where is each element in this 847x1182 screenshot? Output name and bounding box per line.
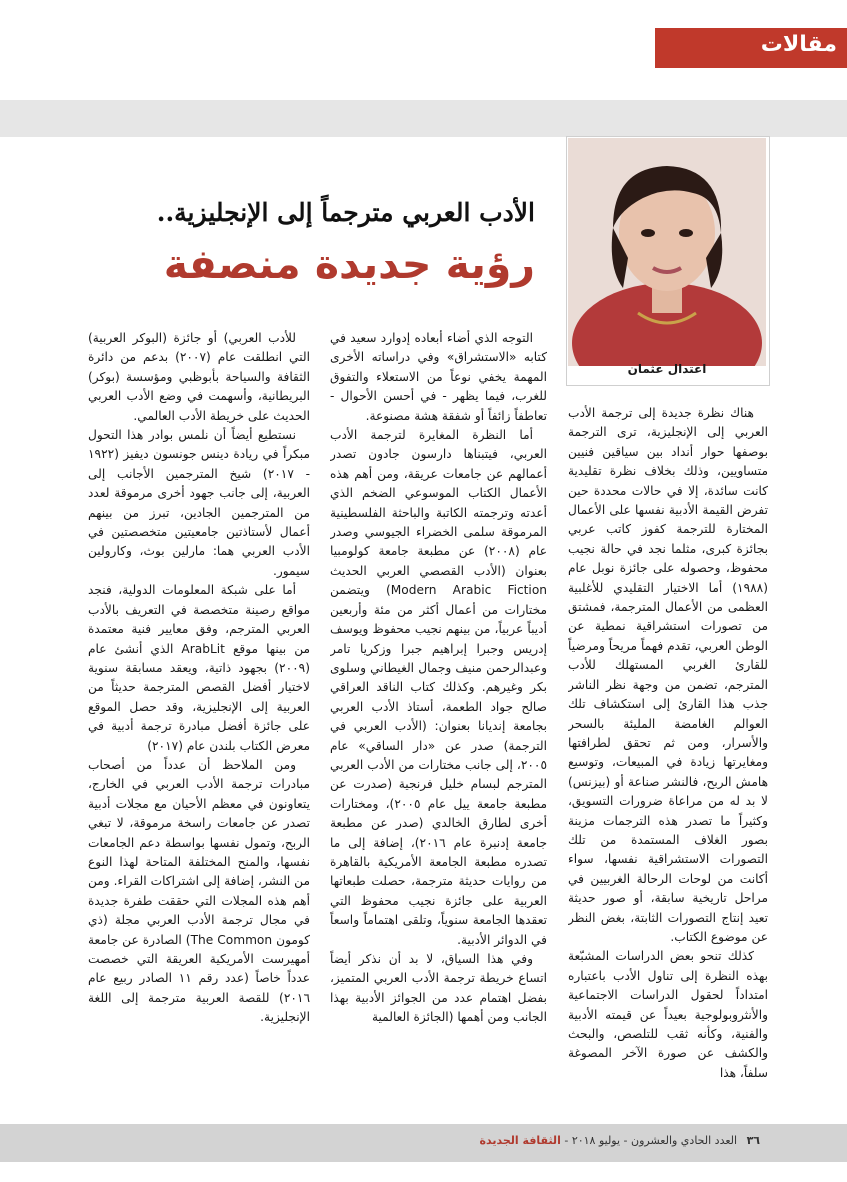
section-label: مقالات: [760, 32, 837, 57]
paragraph: كذلك تنحو بعض الدراسات المشبّعة بهذه النظرة إلى تناول الأدب باعتباره امتداداً لحقول الدراسات الاجتماعية والأنثروبولوجية بعيداً عن قيمته الأدبية والفنية، وكأنه ثقب للتلصص، والبحث والكشف عن صورة الآخر المصوغة سلفاً، هذا: [568, 949, 768, 1080]
page-footer: [0, 1124, 847, 1162]
paragraph: أما على شبكة المعلومات الدولية، فنجد مواقع رصينة متخصصة في التعريف بالأدب العربي المترجم، وفق معايير فنية معتمدة من بينها موقع ArabLit الذي أنشئ عام (٢٠٠٩) بجهود ذاتية، ويعقد مسابقة سنوية لاختيار أفضل القصص المترجمة حديثاً من العربية إلى الإنجليزية، وقد حصل الموقع على جائزة أفضل مبادرة ترجمة أدبية في معرض الكتاب بلندن عام (٢٠١٧): [88, 583, 310, 753]
column-right: [568, 404, 768, 1106]
author-caption: اعتدال عثمان: [627, 362, 707, 376]
section-tab: [655, 28, 847, 68]
column-middle: [330, 329, 547, 1104]
column-left: [88, 329, 310, 1104]
paragraph: أما النظرة المغايرة لترجمة الأدب العربي، فيتبناها دارسون جادون تصدر أعمالهم عن جامعات عريقة، ومن أهم هذه الأعمال الكتاب الموسوعي الضخم الذي أعدته وترجمته الكاتبة والباحثة الفلسطينية المرموقة سلمى الخضراء الجيوسي وصدر عام (٢٠٠٨) عن مطبعة جامعة كولومبيا بعنوان (الأدب القصصي العربي الحديث Modern Arabic Fiction) ويتضمن مختارات من أعمال أكثر من مئة وأربعين أديباً عربياً، من بينهم نجيب محفوظ ويوسف إدريس وجبرا إبراهيم جبرا وزكريا تامر وعبدالرحمن منيف وجمال الغيطاني وسلوى بكر وغيرهم. وكذلك كتاب الناقد العراقي صالح جواد الطعمة، أستاذ الأدب العربي بجامعة إنديانا بعنوان: (الأدب العربي في الترجمة) صدر عن «دار الساقي» عام ٢٠٠٥، إلى جانب مختارات من الأدب العربي المترجم لبسام خليل فرنجية (صدرت عن مطبعة جامعة ييل عام ٢٠٠٥)، ومختارات أخرى لطارق الخالدي (صدر عن مطبعة جامعة إدنبرة عام ٢٠١٦)، إضافة إلى ما تصدره مطبعة الجامعة الأمريكية بالقاهرة من روايات حديثة مترجمة، حصلت طبعاتها العربية على جائزة نجيب محفوظ التي تعقدها الجامعة سنوياً، وتلقى اهتماماً واسعاً في الدوائر الأدبية.: [330, 428, 547, 947]
header-band: [0, 100, 847, 137]
issue-info: العدد الحادي والعشرون - يوليو ٢٠١٨ -: [564, 1134, 738, 1147]
paragraph: نستطيع أيضاً أن نلمس بوادر هذا التحول مبكراً في ريادة دينس جونسون ديفيز (١٩٢٢ - ٢٠١٧) شيخ المترجمين الأجانب إلى العربية، إلى جانب جهود أخرى مرموقة لعدد من المترجمين الجادين، تبرز من بينهم أعمال لأستاذتين جامعيتين متخصصتين في الأدب العربي هما: مارلين بوث، وكارولين سيمور.: [88, 428, 310, 578]
paragraph: هناك نظرة جديدة إلى ترجمة الأدب العربي إلى الإنجليزية، ترى الترجمة بوصفها حوار أنداد بين سياقين فنيين متساويين، وذلك بخلاف نظرة تقليدية كانت سائدة، إلا في حالات محددة حين تفرض القيمة الأدبية نفسها على الأعمال المختارة للترجمة كفوز كاتب عربي بجائزة كبرى، مثلما نجد في حالة نجيب محفوظ، وحصوله على جائزة نوبل عام (١٩٨٨) أما الاختيار التقليدي للأغلبية العظمى من الأعمال المترجمة، فمشتق من تصورات استشراقية نمطية عن الوطن العربي، تقدم فهماً مريحاً ومرضياً للقارئ الغربي المستهلك للأدب المترجم، تضمن من وجهة نظر الناشر جذب هذا القارئ إلى استكشاف تلك العوالم الغامضة المليئة بالسحر والأسرار، ومن ثم تحقق لطرافتها ومغايرتها زيادة في المبيعات، وتوسيع هامش الربح، فالنشر صناعة أو (بيزنس) لا بد له من مراعاة ضرورات التسويق، وكثيراً ما تصدر هذه الترجمات مزينة بصور الغلاف المستمدة من تلك التصورات الاستشراقية نفسها، سواء أكانت من لوحات الرحالة الغربيين في مراحل تاريخية سابقة، أو صور حديثة تعيد إنتاج التصورات الثابتة، بغض النظر عن موضوع الكتاب.: [568, 406, 768, 944]
paragraph: التوجه الذي أضاء أبعاده إدوارد سعيد في كتابه «الاستشراق» وفي دراساته الأخرى المهمة يخفي نوعاً من الاستعلاء والتفوق للغرب، فيما يظهر - في أحسن الأحوال - تعاطفاً زائفاً أو شفقة هشة مصنوعة.: [330, 331, 547, 423]
paragraph: وفي هذا السياق، لا بد أن نذكر أيضاً اتساع خريطة ترجمة الأدب العربي المتميز، بفضل اهتمام عدد من الجوائز الأدبية بهذا الجانب ومن أهمها (الجائزة العالمية: [330, 952, 547, 1025]
magazine-brand: الثقافة الجديدة: [479, 1134, 561, 1147]
article-subheadline: رؤية جديدة منصفة: [163, 240, 535, 288]
footer-text: [479, 1134, 760, 1147]
paragraph: ومن الملاحظ أن عدداً من أصحاب مبادرات ترجمة الأدب العربي في الخارج، يتعاونون في معظم الأحيان مع مجلات أدبية تصدر عن جامعات راسخة مرموقة، لا تبغي الربح، وتمول نفسها بواسطة دعم الجامعات نفسها، والمنح المختلفة المتاحة لهذا النوع من النشر، إضافة إلى اشتراكات القراء. ومن أهم هذه المجلات التي حققت طفرة جديدة في مجال ترجمة الأدب العربي مجلة (ذي كومون The Common) الصادرة عن جامعة أمهيرست الأمريكية العريقة التي خصصت عدداً خاصاً (عدد رقم ١١ الصادر ربيع عام ٢٠١٦) للقصة العربية مترجمة إلى اللغة الإنجليزية.: [88, 757, 310, 1025]
article-headline: الأدب العربي مترجماً إلى الإنجليزية..: [156, 198, 535, 227]
author-photo: [568, 138, 766, 366]
page-number: ٣٦: [746, 1134, 760, 1147]
paragraph: للأدب العربي) أو جائزة (البوكر العربية) التي انطلقت عام (٢٠٠٧) بدعم من دائرة الثقافة والسياحة بأبوظبي ومؤسسة (بوكر) البريطانية، وأسهمت في وضع الأدب العربي الحديث على خريطة الأدب العالمي.: [88, 331, 310, 423]
